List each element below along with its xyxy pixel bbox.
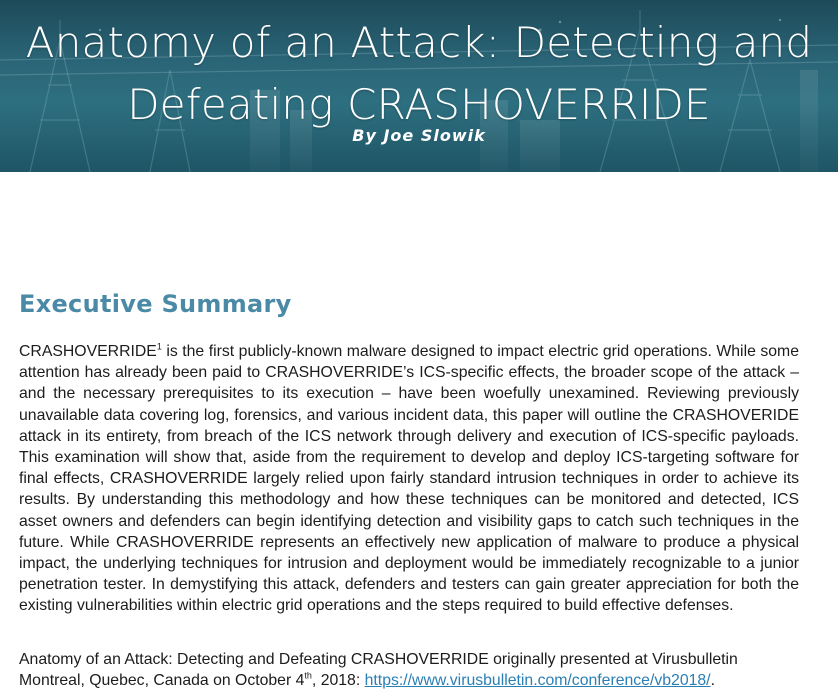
date-ordinal-suffix: th bbox=[304, 670, 312, 681]
summary-term: CRASHOVERRIDE bbox=[19, 343, 157, 360]
title-banner bbox=[0, 0, 838, 172]
summary-body: is the first publicly-known malware designed to impact electric grid operations. While some attention has already been paid to CRASHOVERRIDE’s ICS-specific effects, the broader scope of the attack – and the necessary prerequisites to its execution – have been woefully unexamined. Reviewing previously unavailable data covering log, forensics, and various incident data, this paper will outline the CRASHOVERIDE attack in its entirety, from breach of the ICS network through delivery and execution of ICS-specific payloads. This examination will show that, aside from the requirement to develop and deploy ICS-targeting software for final effects, CRASHOVERRIDE largely relied upon fairly standard intrusion techniques in order to achieve its results. By understanding this methodology and how these techniques can be monitored and detected, ICS asset owners and defenders can begin identifying detection and visibility gaps to catch such techniques in the future. While CRASHOVERRIDE represents an effectively new application of malware to produce a physical impact, the underlying techniques for intrusion and deployment would be immediately recognizable to a junior penetration tester. In demystifying this attack, defenders and testers can gain greater appreciation for both the existing vulnerabilities within electric grid operations and the steps required to build effective defenses. bbox=[19, 343, 799, 615]
document-title-line-2: Defeating CRASHOVERRIDE bbox=[127, 80, 711, 130]
document-title-line-1: Anatomy of an Attack: Detecting and bbox=[25, 18, 813, 68]
author-byline: By Joe Slowik bbox=[352, 126, 486, 145]
presentation-note-text: Anatomy of an Attack: Detecting and Defeating CRASHOVERRIDE originally presented at Virusbulletin Montreal, Quebec, Canada on October 4 bbox=[19, 651, 738, 690]
conference-link[interactable]: https://www.virusbulletin.com/conference/vb2018/ bbox=[364, 672, 711, 690]
presentation-note-year: , 2018: bbox=[311, 672, 365, 690]
presentation-note-period: . bbox=[710, 672, 715, 690]
executive-summary-heading: Executive Summary bbox=[19, 290, 292, 318]
presentation-note bbox=[19, 649, 799, 691]
executive-summary-paragraph bbox=[19, 341, 799, 617]
footnote-marker[interactable]: 1 bbox=[156, 341, 162, 352]
